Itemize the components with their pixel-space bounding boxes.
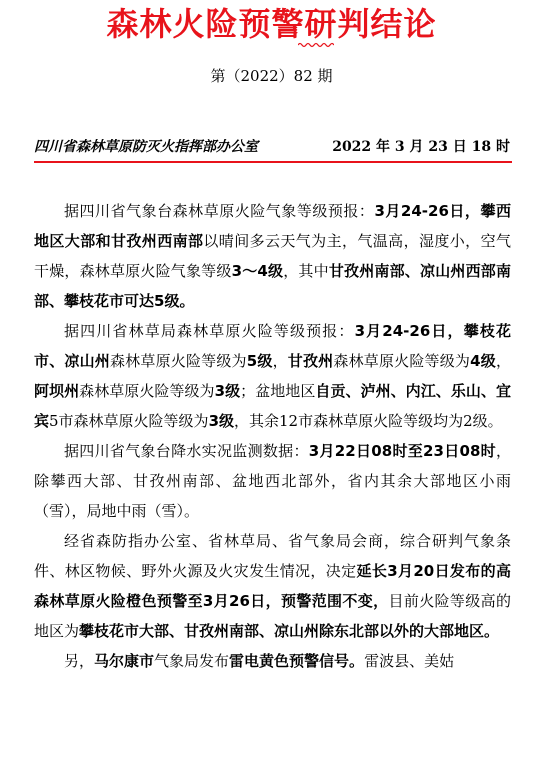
emphasis-text: 4级: [470, 352, 496, 370]
spellcheck-underline: [298, 42, 334, 48]
emphasis-text: 延长3月20日发布的高森林草原火险橙色预警至3月26日，预警范围不变，: [34, 562, 511, 610]
paragraph-2: [34, 316, 511, 436]
paragraph-3: [34, 436, 511, 526]
body-text-run: 森林草原火险等级为: [109, 352, 247, 370]
emphasis-text: 3月24-26日，攀西地区大部和甘孜州西南部: [34, 202, 511, 250]
body-text-run: ，其余12市森林草原火险等级均为2级。: [234, 412, 503, 430]
emphasis-text: 阿坝州: [34, 382, 80, 400]
emphasis-text: 3～4级: [231, 262, 284, 280]
emphasis-text: 雷电黄色预警信号。: [229, 652, 365, 670]
emphasis-text: 甘孜州南部、凉山州西部南部、攀枝花市可达5级。: [34, 262, 511, 310]
body-text-run: 据四川省林草局森林草原火险等级预报：: [64, 322, 355, 340]
body-text-run: ，其中: [283, 262, 329, 280]
body-text-run: 另，: [64, 652, 95, 670]
body-text-run: 雷波县、美姑: [364, 652, 455, 670]
paragraph-4: [34, 526, 511, 646]
body-text-run: ，除攀西大部、甘孜州南部、盆地西北部外，省内其余大部地区小雨（雪），局地中雨（雪）。: [34, 442, 511, 520]
body-text-run: 森林草原火险等级为: [333, 352, 471, 370]
issue-number: 第（2022）82 期: [210, 67, 333, 85]
issue-datetime: 2022 年 3 月 23 日 18 时: [332, 139, 510, 155]
paragraph-1: [34, 196, 511, 316]
header-meta-row: [34, 136, 510, 158]
body-text-run: ；盆地地区: [240, 382, 316, 400]
body-text-run: 以晴间多云天气为主，气温高，湿度小，空气干燥，森林草原火险气象等级: [34, 232, 511, 280]
body-text-run: ，: [495, 352, 511, 370]
body-text-run: 5市森林草原火险等级为: [49, 412, 209, 430]
emphasis-text: 攀枝花市大部、甘孜州南部、凉山州除东北部以外的大部地区。: [79, 622, 500, 640]
body-text-run: 气象局发布: [154, 652, 230, 670]
document-body: [34, 196, 511, 676]
body-text-run: ，: [272, 352, 288, 370]
header-divider: [34, 161, 512, 163]
body-text-run: 目前火险等级高的地区为: [34, 592, 511, 640]
body-text-run: 经省森防指办公室、省林草局、省气象局会商，综合研判气象条件、林区物候、野外火源及火灾发生情况，决定: [34, 532, 511, 580]
emphasis-text: 3月22日08时至23日08时: [308, 442, 496, 460]
emphasis-text: 3月24-26日，攀枝花市、凉山州: [34, 322, 511, 370]
emphasis-text: 甘孜州: [287, 352, 334, 370]
paragraph-5: [34, 646, 511, 676]
emphasis-text: 3级: [208, 412, 234, 430]
body-text-run: 据四川省气象台降水实况监测数据：: [64, 442, 309, 460]
body-text-run: 森林草原火险等级为: [79, 382, 215, 400]
document-title: 森林火险预警研判结论: [106, 5, 437, 43]
emphasis-text: 马尔康市: [94, 652, 155, 670]
emphasis-text: 5级: [246, 352, 273, 370]
emphasis-text: 3级: [214, 382, 241, 400]
body-text-run: 据四川省气象台森林草原火险气象等级预报：: [64, 202, 375, 220]
emphasis-text: 自贡、泸州、内江、乐山、宜宾: [34, 382, 511, 430]
issuer-name: 四川省森林草原防灭火指挥部办公室: [34, 139, 258, 155]
